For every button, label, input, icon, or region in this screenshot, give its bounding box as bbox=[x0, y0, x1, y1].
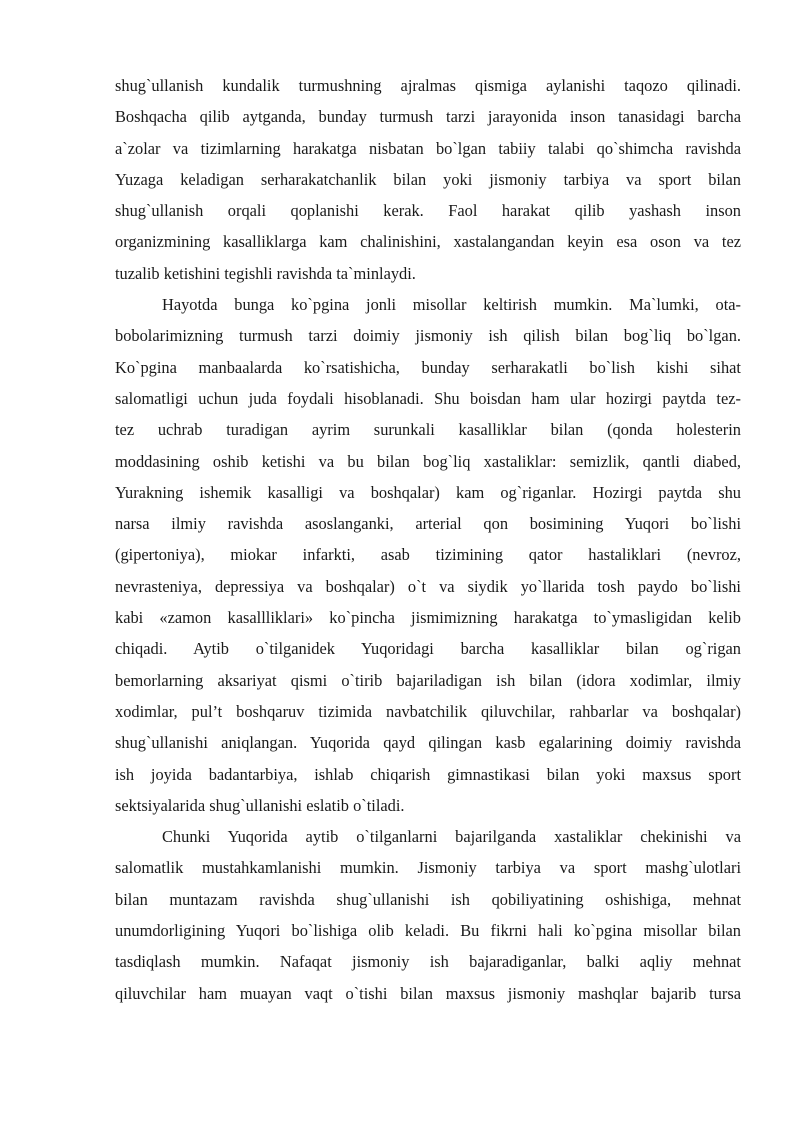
text-line: nevrasteniya, depressiya va boshqalar) o`t va siydik yo`llarida tosh paydo bo`lishi bbox=[115, 576, 741, 596]
text-line: qiluvchilar ham muayan vaqt o`tishi bilan maxsus jismoniy mashqlar bajarib tursa bbox=[115, 983, 741, 1003]
text-line: narsa ilmiy ravishda asoslanganki, arterial qon bosimining Yuqori bo`lishi bbox=[115, 514, 741, 534]
text-line: shug`ullanish orqali qoplanishi kerak. Faol harakat qilib yashash inson bbox=[115, 201, 741, 221]
body-text bbox=[115, 70, 741, 1009]
text-line: bilan muntazam ravishda shug`ullanishi ish qobiliyatining oshishiga, mehnat bbox=[115, 889, 741, 909]
text-line: sektsiyalarida shug`ullanishi eslatib o`tiladi. bbox=[115, 795, 405, 815]
text-line: Ko`pgina manbaalarda ko`rsatishicha, bunday serharakatli bo`lish kishi sihat bbox=[115, 357, 741, 377]
text-line: unumdorligining Yuqori bo`lishiga olib keladi. Bu fikrni hali ko`pgina misollar bilan bbox=[115, 921, 741, 941]
text-line: organizmining kasalliklarga kam chalinishini, xastalangandan keyin esa oson va tez bbox=[115, 232, 741, 252]
text-line: moddasining oshib ketishi va bu bilan bog`liq xastaliklar: semizlik, qantli diabed, bbox=[115, 451, 741, 471]
text-line: Hayotda bunga ko`pgina jonli misollar keltirish mumkin. Ma`lumki, ota- bbox=[162, 295, 741, 315]
text-line: bemorlarning aksariyat qismi o`tirib bajariladigan ish bilan (idora xodimlar, ilmiy bbox=[115, 670, 741, 690]
text-line: tasdiqlash mumkin. Nafaqat jismoniy ish bajaradiganlar, balki aqliy mehnat bbox=[115, 952, 741, 972]
text-line: xodimlar, pul’t boshqaruv tizimida navbatchilik qiluvchilar, rahbarlar va boshqalar) bbox=[115, 701, 741, 721]
text-line: chiqadi. Aytib o`tilganidek Yuqoridagi barcha kasalliklar bilan og`rigan bbox=[115, 639, 741, 659]
paragraph bbox=[115, 821, 741, 1009]
text-line: salomatlik mustahkamlanishi mumkin. Jismoniy tarbiya va sport mashg`ulotlari bbox=[115, 858, 741, 878]
text-line: tuzalib ketishini tegishli ravishda ta`minlaydi. bbox=[115, 263, 416, 283]
text-line: kabi «zamon kasallliklari» ko`pincha jismimizning harakatga to`ymasligidan kelib bbox=[115, 608, 741, 628]
text-line: Chunki Yuqorida aytib o`tilganlarni bajarilganda xastaliklar chekinishi va bbox=[162, 827, 741, 847]
paragraph bbox=[115, 70, 741, 289]
text-line: a`zolar va tizimlarning harakatga nisbatan bo`lgan tabiiy talabi qo`shimcha ravishda bbox=[115, 138, 741, 158]
text-line: (gipertoniya), miokar infarkti, asab tizimining qator hastaliklari (nevroz, bbox=[115, 545, 741, 565]
text-line: Yuzaga keladigan serharakatchanlik bilan yoki jismoniy tarbiya va sport bilan bbox=[115, 169, 741, 189]
text-line: salomatligi uchun juda foydali hisoblanadi. Shu boisdan ham ular hozirgi paytda tez- bbox=[115, 388, 741, 408]
text-line: shug`ullanishi aniqlangan. Yuqorida qayd qilingan kasb egalarining doimiy ravishda bbox=[115, 733, 741, 753]
text-line: Yurakning ishemik kasalligi va boshqalar) kam og`riganlar. Hozirgi paytda shu bbox=[115, 482, 741, 502]
text-line: bobolarimizning turmush tarzi doimiy jismoniy ish qilish bilan bog`liq bo`lgan. bbox=[115, 326, 741, 346]
text-line: shug`ullanish kundalik turmushning ajralmas qismiga aylanishi taqozo qilinadi. bbox=[115, 76, 741, 95]
text-line: tez uchrab turadigan ayrim surunkali kasalliklar bilan (qonda holesterin bbox=[115, 420, 741, 440]
paragraph bbox=[115, 289, 741, 821]
text-line: Boshqacha qilib aytganda, bunday turmush tarzi jarayonida inson tanasidagi barcha bbox=[115, 107, 741, 127]
text-line: ish joyida badantarbiya, ishlab chiqarish gimnastikasi bilan yoki maxsus sport bbox=[115, 764, 741, 784]
